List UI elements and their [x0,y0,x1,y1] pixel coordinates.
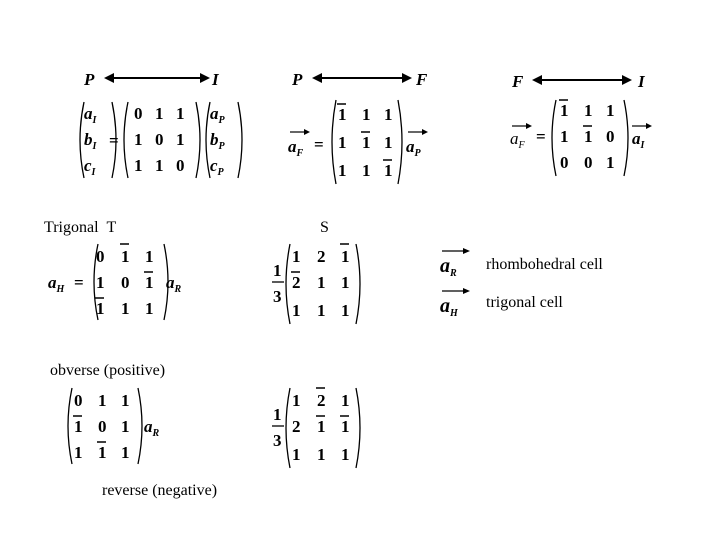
svg-text:1: 1 [338,133,347,152]
matrix-f-to-i [506,96,656,180]
svg-text:0: 0 [606,127,615,146]
trigonal-title: Trigonal [44,219,99,236]
svg-text:1: 1 [98,443,107,462]
svg-text:3: 3 [273,431,282,450]
lhs-vector-af [510,123,532,151]
s-heading: S [320,219,329,236]
svg-text:1: 1 [341,391,350,410]
svg-text:0: 0 [560,153,569,172]
matrix-p-to-f [284,96,434,188]
svg-text:1: 1 [121,443,130,462]
matrix-cells [559,100,615,172]
matrix-cells [73,391,130,462]
double-arrow-icon [104,70,210,86]
svg-text:1: 1 [341,247,350,266]
svg-text:1: 1 [292,391,301,410]
svg-text:0: 0 [121,273,130,292]
svg-text:1: 1 [176,104,185,123]
svg-text:1: 1 [362,161,371,180]
svg-text:aH: $a_H$ [440,295,458,318]
svg-text:0: 0 [176,156,185,175]
svg-text:1: 1 [121,247,130,266]
svg-text:1: 1 [74,443,83,462]
svg-text:1: 1 [341,273,350,292]
svg-text:3: 3 [273,287,282,306]
svg-text:1: 1 [273,405,282,424]
svg-text:1: 1 [96,273,105,292]
svg-text:aR: $a_R$ [166,273,182,295]
rhs-vector [210,104,226,178]
svg-text:1: 1 [292,301,301,320]
svg-text:2: 2 [292,417,301,436]
svg-text:1: 1 [317,301,326,320]
reverse-caption: reverse (negative) [102,482,218,499]
fraction [272,405,284,450]
svg-text:2: 2 [317,391,326,410]
matrix-obverse [64,384,174,468]
matrix-cells [337,104,393,180]
svg-text:1: 1 [145,299,154,318]
svg-text:1: 1 [317,417,326,436]
double-arrow-icon [532,72,632,88]
svg-text:1: 1 [384,133,393,152]
svg-text:0: 0 [134,104,143,123]
svg-text:1: 1 [384,161,393,180]
svg-text:1: 1 [134,156,143,175]
svg-text:1: 1 [362,105,371,124]
fraction [272,261,284,306]
matrix-cells [134,104,185,175]
label-i: I [212,70,219,89]
svg-text:1: 1 [606,101,615,120]
svg-text:aP: $a_P$ [406,137,421,159]
equals-sign: = [314,135,324,154]
svg-text:aP: $a_P$ [210,104,225,126]
svg-text:1: 1 [584,101,593,120]
obverse-caption: obverse (positive) [50,362,166,379]
svg-text:1: 1 [560,101,569,120]
svg-text:aI: $a_I$ [632,129,645,151]
svg-text:1: 1 [362,133,371,152]
svg-text:cI: $c_I$ [84,156,96,178]
rhs-vector-ap [406,129,428,159]
svg-text:1: 1 [341,417,350,436]
legend-rhombo-text: rhombohedral cell [486,256,603,273]
matrix-s [268,240,368,326]
svg-text:1: 1 [134,130,143,149]
trigonal-letter: T [106,219,117,236]
matrix-reverse [268,384,368,470]
matrix-cells [95,244,154,318]
svg-text:bP: $b_P$ [210,130,225,152]
svg-text:1: 1 [338,161,347,180]
svg-text:aH: $a_H$ [48,273,65,295]
svg-text:1: 1 [273,261,282,280]
svg-text:1: 1 [292,247,301,266]
svg-text:1: 1 [317,445,326,464]
svg-text:1: 1 [121,417,130,436]
svg-text:1: 1 [145,247,154,266]
equals-sign: = [109,131,119,150]
svg-text:aR: $a_R$ [144,417,160,439]
svg-text:0: 0 [96,247,105,266]
legend-rhombo-vector [436,246,480,278]
svg-text:1: 1 [292,445,301,464]
svg-text:cP: $c_P$ [210,156,224,178]
label-p: P [292,70,303,89]
label-i: I [638,72,645,91]
svg-text:1: 1 [606,153,615,172]
matrix-trigonal [48,240,198,324]
double-arrow-icon [312,70,412,86]
svg-text:1: 1 [96,299,105,318]
svg-text:1: 1 [317,273,326,292]
rhs-vector-ai [632,123,652,151]
svg-text:1: 1 [155,156,164,175]
svg-text:1: 1 [584,127,593,146]
svg-text:0: 0 [98,417,107,436]
svg-text:1: 1 [341,301,350,320]
svg-text:aR: $a_R$ [440,255,457,278]
matrix-cells [292,388,350,464]
lhs-vector [84,104,98,178]
legend-trig-text: trigonal cell [486,294,563,311]
label-f: F [512,72,524,91]
svg-text:1: 1 [176,130,185,149]
label-p: P [84,70,95,89]
svg-text:1: 1 [338,105,347,124]
svg-text:1: 1 [384,105,393,124]
svg-text:aI: $a_I$ [84,104,97,126]
svg-text:1: 1 [560,127,569,146]
svg-text:1: 1 [74,417,83,436]
svg-text:2: 2 [292,273,301,292]
trigonal-heading [44,219,116,237]
svg-text:bI: $b_I$ [84,130,97,152]
svg-text:1: 1 [341,445,350,464]
legend-trig-vector [436,286,480,318]
svg-text:2: 2 [317,247,326,266]
svg-text:1: 1 [145,273,154,292]
svg-text:1: 1 [155,104,164,123]
svg-text:1: 1 [121,391,130,410]
svg-text:1: 1 [121,299,130,318]
svg-text:0: 0 [584,153,593,172]
matrix-cells [291,244,350,320]
svg-text:0: 0 [74,391,83,410]
lhs-vector-af [288,129,310,159]
equals-sign: = [536,127,546,146]
label-f: F [416,70,428,89]
svg-text:aF: $a_F$ [288,137,304,159]
svg-text:aF: $a_F$ [510,129,525,151]
equals-sign: = [74,273,84,292]
matrix-p-to-i [70,96,250,186]
svg-text:1: 1 [98,391,107,410]
svg-text:0: 0 [155,130,164,149]
